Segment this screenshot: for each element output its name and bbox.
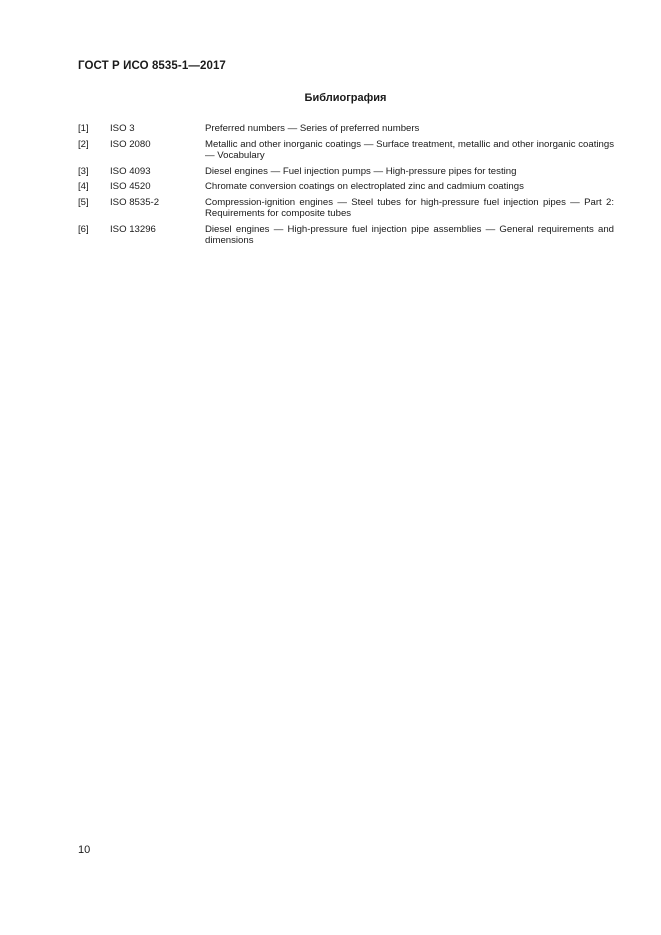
document-id-header: ГОСТ Р ИСО 8535-1—2017 bbox=[78, 60, 226, 72]
entry-number: [1] bbox=[78, 123, 89, 134]
entry-standard: ISO 8535-2 bbox=[110, 196, 160, 208]
entry-number: [2] bbox=[78, 138, 89, 150]
bibliography-entry bbox=[78, 139, 614, 162]
entry-title: Diesel engines — Fuel injection pumps — High-pressure pipes for testing bbox=[205, 165, 517, 177]
bibliography-list bbox=[78, 123, 614, 251]
entry-standard: ISO 2080 bbox=[110, 138, 151, 150]
entry-standard: ISO 13296 bbox=[110, 223, 156, 235]
entry-number: [4] bbox=[78, 181, 89, 192]
entry-standard: ISO 4093 bbox=[110, 165, 151, 177]
entry-title: Compression-ignition engines — Steel tubes for high-pressure fuel injection pipes — Part 2: Requirements for composite tubes bbox=[205, 196, 614, 219]
entry-title: Metallic and other inorganic coatings — Surface treatment, metallic and other inorganic coatings — Vocabulary bbox=[205, 138, 614, 161]
entry-number: [5] bbox=[78, 196, 89, 208]
entry-title: Preferred numbers — Series of preferred numbers bbox=[205, 123, 420, 134]
entry-standard: ISO 3 bbox=[110, 123, 135, 134]
page-number: 10 bbox=[78, 844, 91, 856]
entry-title: Chromate conversion coatings on electroplated zinc and cadmium coatings bbox=[205, 181, 524, 192]
bibliography-entry bbox=[78, 197, 614, 220]
bibliography-entry bbox=[78, 181, 614, 193]
entry-number: [3] bbox=[78, 165, 89, 177]
bibliography-entry bbox=[78, 224, 614, 247]
entry-number: [6] bbox=[78, 223, 89, 235]
section-title: Библиография bbox=[304, 92, 387, 104]
bibliography-entry bbox=[78, 123, 614, 135]
entry-standard: ISO 4520 bbox=[110, 181, 151, 192]
entry-title: Diesel engines — High-pressure fuel injection pipe assemblies — General requirements and dimensions bbox=[205, 223, 614, 246]
bibliography-entry bbox=[78, 166, 614, 178]
